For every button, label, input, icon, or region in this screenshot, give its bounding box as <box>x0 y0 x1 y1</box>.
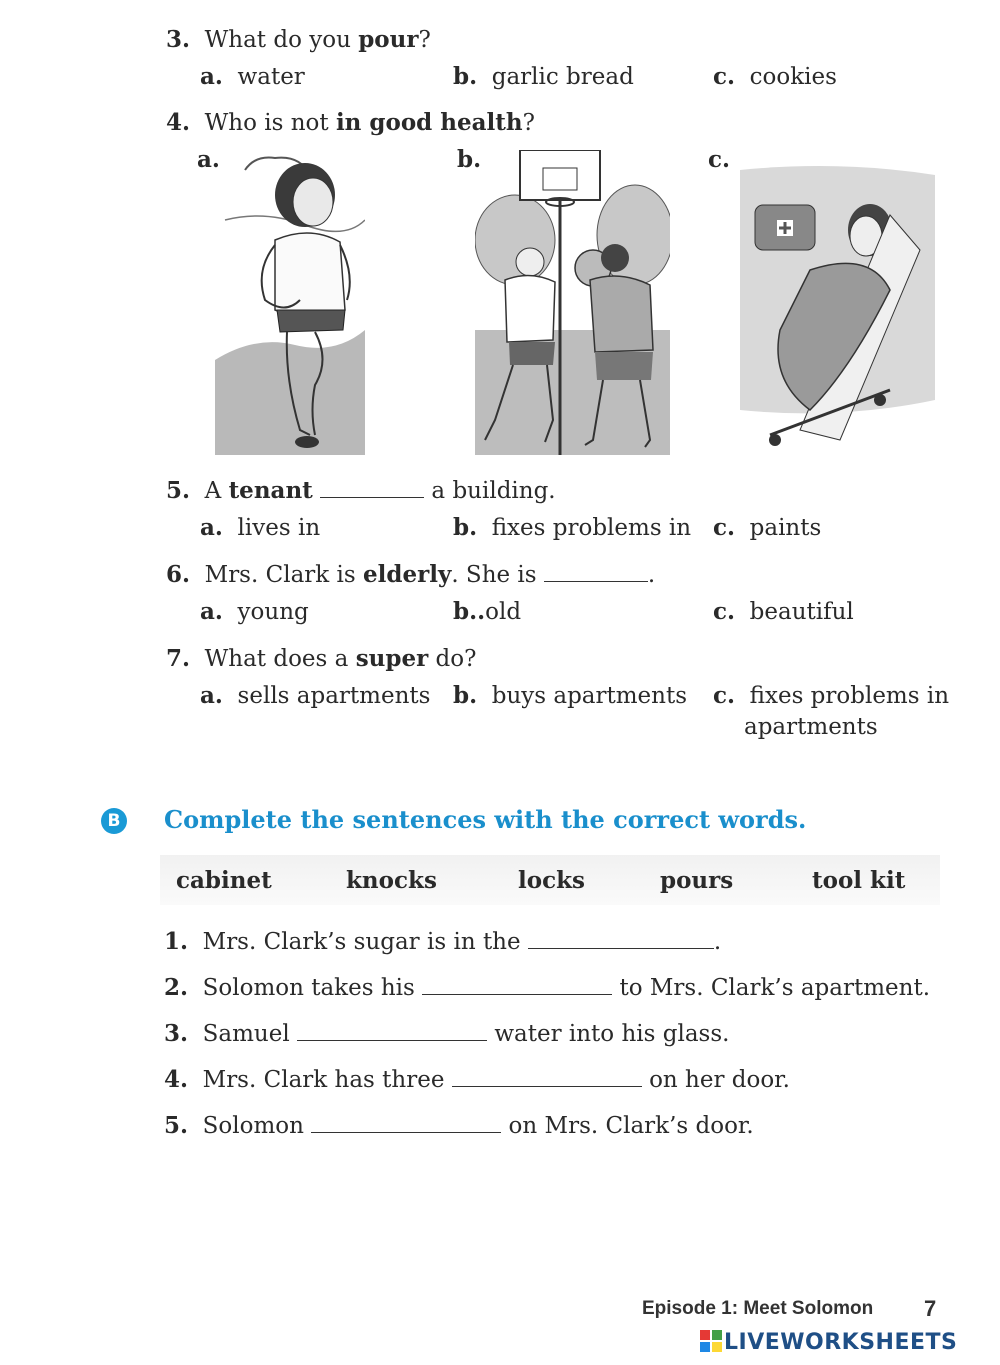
q7-option-b[interactable]: b. buys apartments <box>453 682 688 709</box>
word-bank-item[interactable]: cabinet <box>176 867 272 894</box>
sentence-5-blank[interactable] <box>311 1112 501 1133</box>
section-b-title: Complete the sentences with the correct words. <box>164 805 807 834</box>
sentence-4-blank[interactable] <box>452 1066 642 1087</box>
q6-blank[interactable] <box>544 561 648 582</box>
q5-option-b[interactable]: b. fixes problems in <box>453 514 692 541</box>
sentence-1: 1. Mrs. Clark’s sugar is in the . <box>164 928 722 955</box>
stretcher-illustration[interactable] <box>740 150 935 455</box>
q7-option-a[interactable]: a. sells apartments <box>200 682 431 709</box>
question-5: 5. A tenant a building. <box>166 477 556 504</box>
q5-option-a[interactable]: a. lives in <box>200 514 321 541</box>
q3-option-c[interactable]: c. cookies <box>713 63 837 90</box>
sentence-5: 5. Solomon on Mrs. Clark’s door. <box>164 1112 754 1139</box>
sentence-1-blank[interactable] <box>528 928 714 949</box>
word-bank-item[interactable]: pours <box>660 867 734 894</box>
q4-option-c-label[interactable]: c. <box>708 146 731 173</box>
q4-option-b-label[interactable]: b. <box>457 146 482 173</box>
question-6: 6. Mrs. Clark is elderly. She is . <box>166 561 656 588</box>
basketball-illustration[interactable] <box>475 150 670 455</box>
question-3: 3. What do you pour? <box>166 26 431 53</box>
runner-illustration[interactable] <box>215 150 365 455</box>
sentence-3-blank[interactable] <box>297 1020 487 1041</box>
question-4: 4. Who is not in good health? <box>166 109 535 136</box>
section-b-badge: B <box>101 808 127 834</box>
q5-option-c[interactable]: c. paints <box>713 514 822 541</box>
liveworksheets-grid-icon <box>700 1330 722 1352</box>
page-number: 7 <box>924 1296 937 1321</box>
sentence-4: 4. Mrs. Clark has three on her door. <box>164 1066 790 1093</box>
word-bank-item[interactable]: locks <box>518 867 585 894</box>
q7-option-c-line2: apartments <box>744 714 878 740</box>
q7-option-c[interactable]: c. fixes problems in <box>713 682 950 709</box>
sentence-2-blank[interactable] <box>422 974 612 995</box>
q3-option-a[interactable]: a. water <box>200 63 305 90</box>
sentence-3: 3. Samuel water into his glass. <box>164 1020 730 1047</box>
word-bank-item[interactable]: tool kit <box>812 867 906 894</box>
question-7: 7. What does a super do? <box>166 645 477 672</box>
q6-option-b[interactable]: b..old <box>453 598 522 625</box>
q6-option-a[interactable]: a. young <box>200 598 309 625</box>
q4-option-a-label[interactable]: a. <box>197 146 220 173</box>
q6-option-c[interactable]: c. beautiful <box>713 598 854 625</box>
q5-blank[interactable] <box>320 477 424 498</box>
liveworksheets-logo: LIVEWORKSHEETS <box>700 1330 957 1355</box>
q3-option-b[interactable]: b. garlic bread <box>453 63 634 90</box>
word-bank-item[interactable]: knocks <box>346 867 437 894</box>
episode-title: Episode 1: Meet Solomon <box>642 1298 874 1319</box>
sentence-2: 2. Solomon takes his to Mrs. Clark’s apartment. <box>164 974 931 1001</box>
